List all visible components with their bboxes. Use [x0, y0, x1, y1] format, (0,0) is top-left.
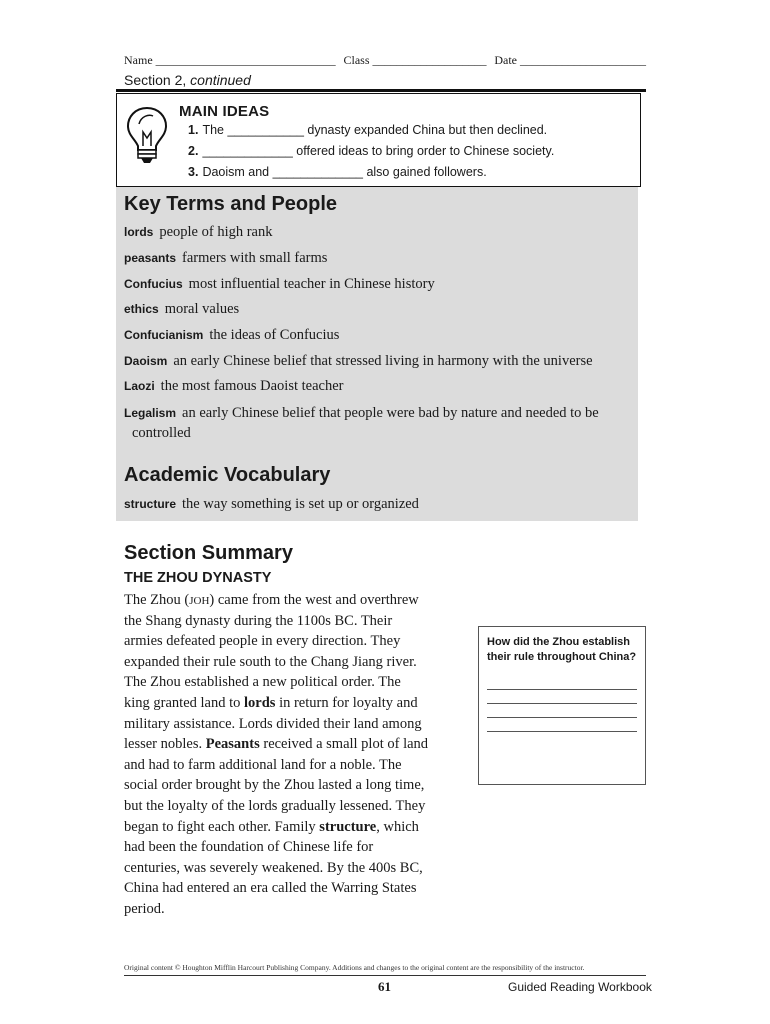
summary-line: the Shang dynasty during the 1100s BC. Their	[124, 612, 393, 629]
summary-line: period.	[124, 900, 165, 917]
side-question-box	[478, 626, 646, 785]
date-field: Date _____________________	[494, 53, 646, 67]
term-daoism: Daoism an early Chinese belief that stressed living in harmony with the universe	[124, 353, 593, 369]
academic-vocab-title: Academic Vocabulary	[124, 464, 331, 486]
main-idea-3: 3. Daoism and _____________ also gained followers.	[188, 165, 487, 179]
name-field: Name ______________________________	[124, 53, 336, 67]
term-confucius: Confucius most influential teacher in Chinese history	[124, 276, 435, 292]
header-rule	[116, 89, 646, 92]
term-ethics: ethics moral values	[124, 301, 240, 317]
summary-line: and had to farm additional land for a noble. The	[124, 756, 402, 773]
term-lords: lords people of high rank	[124, 224, 273, 240]
summary-line: had been the foundation of Chinese life for	[124, 839, 374, 856]
copyright-note: Original content © Houghton Mifflin Harcourt Publishing Company. Additions and changes to the original content are the responsibility of the instructor.	[124, 963, 585, 972]
term-laozi: Laozi the most famous Daoist teacher	[124, 378, 344, 394]
key-terms-title: Key Terms and People	[124, 193, 338, 215]
summary-line: but the loyalty of the lords gradually lessened. They	[124, 797, 426, 814]
summary-line: social order brought by the Zhou lasted a long time,	[124, 777, 425, 794]
summary-line: The Zhou (JOH) came from the west and overthrew	[124, 592, 419, 608]
summary-line: centuries, was severely weakened. By the 400s BC,	[124, 859, 423, 876]
section-summary-title: Section Summary	[124, 542, 293, 564]
summary-paragraph	[124, 590, 454, 920]
footer-rule	[124, 975, 646, 976]
class-field: Class ___________________	[343, 53, 487, 67]
term-peasants: peasants farmers with small farms	[124, 250, 328, 266]
term-structure: structure the way something is set up or organized	[124, 496, 419, 512]
answer-line-2[interactable]	[487, 703, 637, 704]
summary-line: The Zhou established a new political order. The	[124, 674, 401, 691]
summary-line: military assistance. Lords divided their land among	[124, 715, 422, 732]
main-ideas-box	[116, 93, 641, 187]
term-legalism: Legalism an early Chinese belief that people were bad by nature and needed to be controlled	[124, 405, 599, 441]
key-terms-panel	[116, 187, 638, 521]
student-info-line	[124, 53, 646, 68]
summary-line: armies defeated people in every direction. They	[124, 633, 401, 650]
side-question-text: How did the Zhou establish their rule throughout China?	[487, 636, 637, 663]
summary-line: king granted land to lords in return for loyalty and	[124, 694, 418, 711]
summary-line: began to fight each other. Family structure, which	[124, 818, 419, 835]
answer-line-1[interactable]	[487, 689, 637, 690]
summary-line: China had entered an era called the Warring States	[124, 880, 417, 897]
page-number: 61	[378, 979, 391, 994]
main-idea-2: 2. _____________ offered ideas to bring order to Chinese society.	[188, 144, 555, 158]
lightbulb-icon	[125, 104, 169, 166]
summary-line: expanded their rule south to the Chang Jiang river.	[124, 653, 417, 670]
zhou-dynasty-heading: THE ZHOU DYNASTY	[124, 570, 272, 586]
term-confucianism: Confucianism the ideas of Confucius	[124, 327, 340, 343]
main-ideas-title: MAIN IDEAS	[179, 103, 270, 120]
workbook-title: Guided Reading Workbook	[508, 980, 652, 994]
summary-line: lesser nobles. Peasants received a small plot of land	[124, 736, 429, 753]
section-label: Section 2, continued	[124, 72, 251, 88]
answer-line-3[interactable]	[487, 717, 637, 718]
main-idea-1: 1. The ___________ dynasty expanded China but then declined.	[188, 123, 548, 137]
answer-line-4[interactable]	[487, 731, 637, 732]
continued-label: continued	[190, 72, 251, 88]
